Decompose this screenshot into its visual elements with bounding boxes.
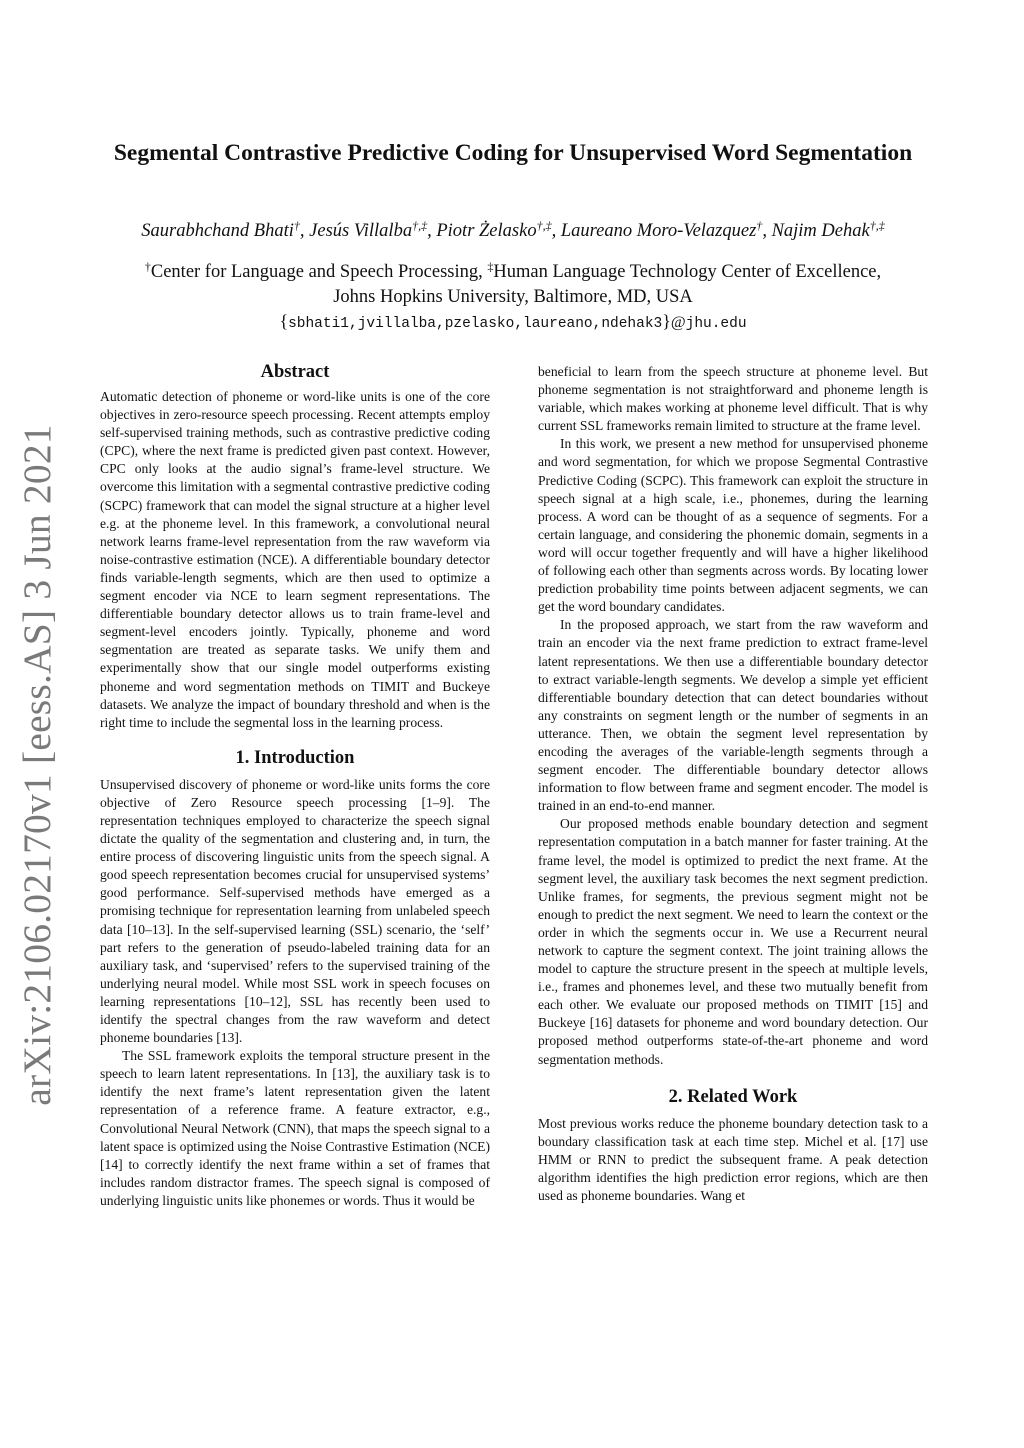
- introduction-continued-paragraph: beneficial to learn from the speech structure at phoneme level. But phoneme segmentation is not straightforward and phoneme length is variable, which makes working at phoneme level difficult. That is why current SSL frameworks remain limited to structure at the frame level.: [538, 364, 928, 434]
- introduction-paragraph: Unsupervised discovery of phoneme or word-like units forms the core objective of Zero Resource speech processing [1–9]. The representation techniques employed to characterize the speech signal dictate the quality of the segmentation and clustering and, in turn, the entire process of discovering linguistic units from the speech signal. A good speech representation becomes crucial for unsupervised systems’ good performance. Self-supervised methods have emerged as a promising technique for representation learning from unlabeled speech data [10–13]. In the self-supervised learning (SSL) scenario, the ‘self’ part refers to the generation of pseudo-labeled training data for an auxiliary task, and ‘supervised’ refers to the supervised training of the underlying neural model. While most SSL work in speech focuses on learning representations [10–12], SSL has recently been used to identify the spectral changes from the raw waveform and detect phoneme boundaries [13].: [100, 776, 490, 1046]
- abstract-heading: Abstract: [260, 362, 330, 382]
- author-affiliation-marks: †,‡: [412, 218, 428, 233]
- author-affiliation-marks: †: [756, 218, 763, 233]
- author-separator: ,: [762, 221, 772, 241]
- introduction-paragraph: Our proposed methods enable boundary detection and segment representation computation in a batch manner for faster training. At the frame level, the model is optimized to predict the next frame. At the segment level, the auxiliary task becomes the next segment prediction. Unlike frames, for segments, the previous segment might not be enough to predict the next segment. We need to learn the context or the order in which the segments occur in. We use a Recurrent neural network to capture the segment context. The joint training allows the model to capture the structure present in the speech at multiple levels, i.e., frames and phonemes level, and these two mutually benefit from each other. We evaluate our proposed methods on TIMIT [15] and Buckeye [16] datasets for phoneme and word boundary detection. Our proposed method outperforms state-of-the-art phoneme and word segmentation methods.: [538, 816, 928, 1067]
- affiliation-mark-double-dagger: ‡: [487, 259, 494, 274]
- affiliation-line-1: [80, 260, 946, 285]
- email-at-sign: @: [670, 314, 686, 331]
- affiliation-block: [80, 260, 946, 310]
- author-name: Najim Dehak: [771, 221, 870, 241]
- email-users: sbhati1,jvillalba,pzelasko,laureano,ndehak3: [288, 316, 663, 332]
- abstract-text: Automatic detection of phoneme or word-like units is one of the core objectives in zero-resource speech processing. Recent attempts employ self-supervised training methods, such as contrastive predictive coding (CPC), where the next frame is predicted given past context. However, CPC only looks at the audio signal’s frame-level structure. We overcome this limitation with a segmental contrastive predictive coding (SCPC) framework that can model the signal structure at a higher level e.g. at the phoneme level. In this framework, a convolutional neural network learns frame-level representation from the raw waveform via noise-contrastive estimation (NCE). A differentiable boundary detector finds variable-length segments, which are then used to optimize a segment encoder via NCE to learn segment representations. The differentiable boundary detector allows us to train frame-level and segment-level encoders jointly. Typically, phoneme and word segmentation are treated as separate tasks. We unify them and experimentally show that our single model outperforms existing phoneme and word segmentation methods on TIMIT and Buckeye datasets. We analyze the impact of boundary threshold and when is the right time to include the segmental loss in the learning process.: [100, 389, 490, 730]
- left-column: [100, 360, 490, 1210]
- introduction-heading: 1. Introduction: [235, 747, 355, 768]
- introduction-paragraph: In this work, we present a new method for unsupervised phoneme and word segmentation, for which we propose Segmental Contrastive Predictive Coding (SCPC). This framework can exploit the structure in speech signal at a high scale, i.e., phonemes, during the learning process. A word can be thought of as a sequence of segments. For a certain language, and considering the phonemic domain, segments in a word will occur together frequently and will have a higher likelihood of following each other than segments across words. By locating lower prediction probability time points between adjacent segments, we can get the word boundary candidates.: [538, 436, 928, 615]
- introduction-paragraph: In the proposed approach, we start from the raw waveform and train an encoder via the next frame prediction to extract frame-level latent representations. We then use a differentiable boundary detector to extract variable-length segments. We develop a simple yet efficient differentiable boundary detection that can detect boundaries without any constraints on segment length or the number of segments in an utterance. Then, we obtain the segment level representation by encoding the averages of the variable-length segments through a segment encoder. The differentiable boundary detector allows information to flow between frame and segment encoder. The model is trained in an end-to-end manner.: [538, 617, 928, 814]
- affiliation-mark-dagger: †: [144, 259, 151, 274]
- author-name: Laureano Moro-Velazquez: [560, 221, 757, 241]
- author-separator: ,: [299, 221, 310, 241]
- author-separator: ,: [551, 221, 561, 241]
- author-name: Piotr Żelasko: [436, 221, 537, 241]
- paper-title: Segmental Contrastive Predictive Coding for Unsupervised Word Segmentation: [113, 140, 913, 166]
- author-name: Jesús Villalba: [309, 221, 413, 241]
- author-name: Saurabhchand Bhati: [141, 221, 294, 241]
- related-work-heading: 2. Related Work: [668, 1086, 798, 1107]
- author-affiliation-marks: †,‡: [536, 218, 552, 233]
- affiliation-line-2: Johns Hopkins University, Baltimore, MD, USA: [333, 287, 693, 307]
- affiliation-org-1: Center for Language and Speech Processing,: [150, 262, 488, 282]
- email-open-brace: {: [279, 311, 289, 331]
- introduction-paragraph: The SSL framework exploits the temporal structure present in the speech to learn latent representations. In [13], the auxiliary task is to identify the next frame’s latent representation given the latent representation of a reference frame. A feature extractor, e.g., Convolutional Neural Network (CNN), that maps the speech signal to a latent space is optimized using the Noise Contrastive Estimation (NCE) [14] to correctly identify the next frame within a set of frames that includes random distractor frames. The speech signal is composed of underlying linguistic units like phonemes or words. Thus it would be: [100, 1048, 490, 1208]
- right-column: [538, 363, 928, 1205]
- email-domain: jhu.edu: [685, 316, 747, 332]
- related-work-paragraph: Most previous works reduce the phoneme boundary detection task to a boundary classification task at each time step. Michel et al. [17] use HMM or RNN to predict the subsequent frame. A peak detection algorithm identifies the high prediction error regions, which are then used as phoneme boundaries. Wang et: [538, 1115, 928, 1204]
- author-affiliation-marks: †,‡: [869, 218, 885, 233]
- author-separator: ,: [427, 221, 437, 241]
- author-affiliation-marks: †: [293, 218, 300, 233]
- affiliation-org-2: Human Language Technology Center of Excellence,: [493, 262, 882, 282]
- author-list: [80, 218, 946, 244]
- arxiv-identifier-stamp: [14, 424, 60, 1106]
- arxiv-id-text: arXiv:2106.02170v1 [eess.AS] 3 Jun 2021: [15, 424, 59, 1106]
- author-emails: [80, 311, 946, 334]
- email-close-brace: }: [662, 311, 671, 331]
